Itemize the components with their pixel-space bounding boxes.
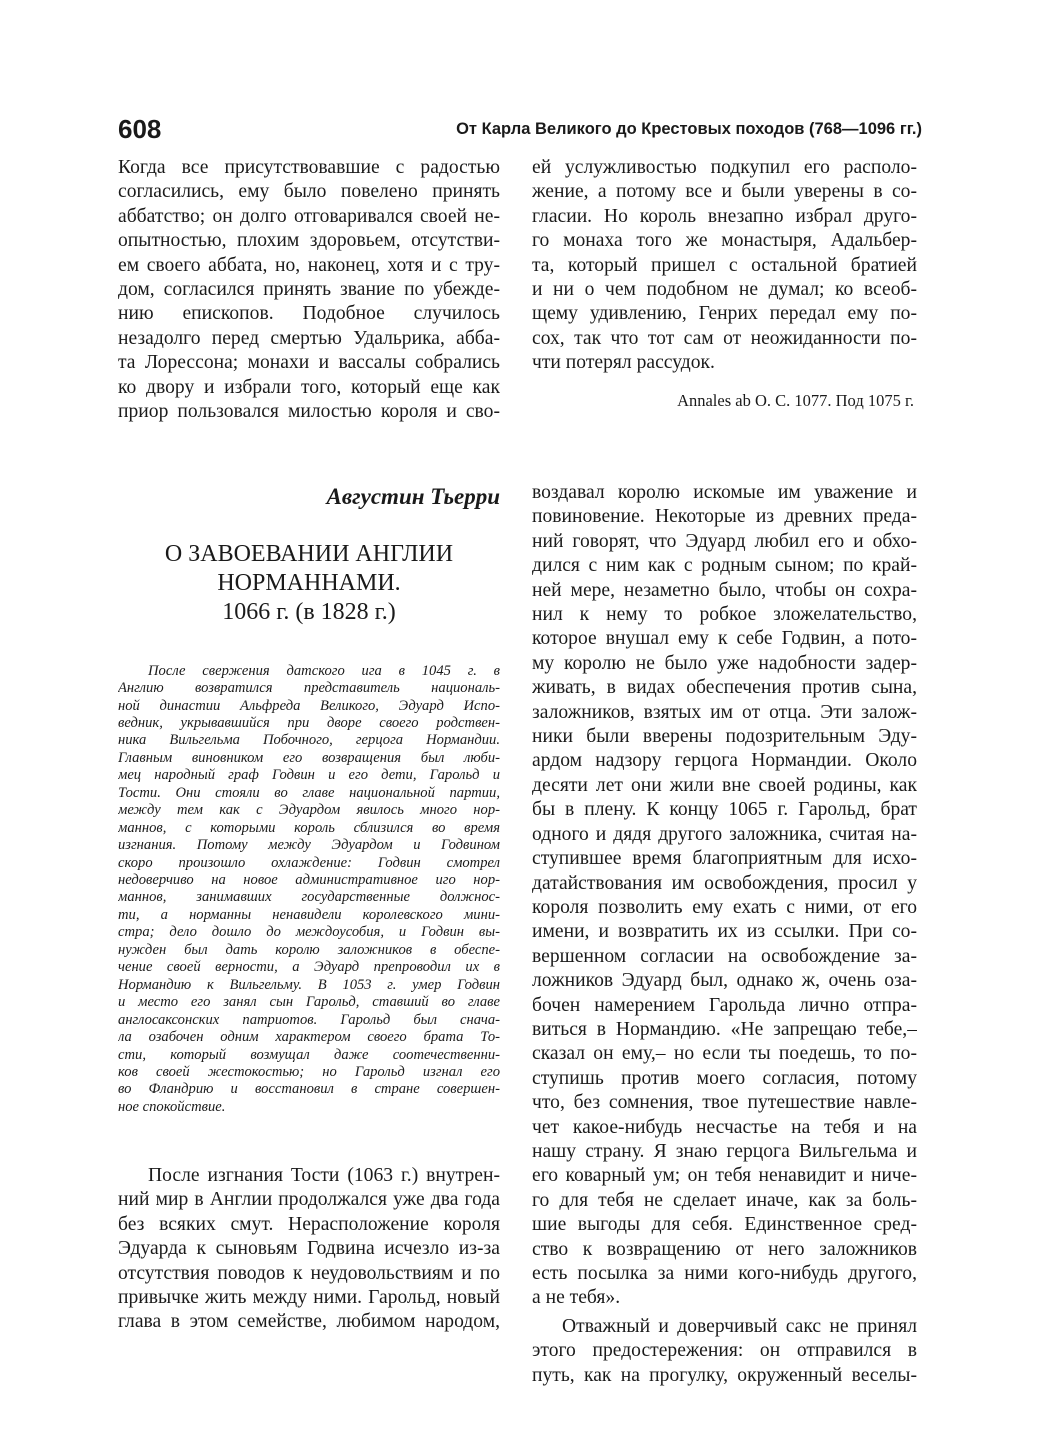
text-line: чет какое-нибудь несчастье на тебя и на — [532, 1116, 917, 1138]
text-line: ардом надзору герцога Нормандии. Около — [532, 750, 917, 772]
text-line: сох, так что тот сам от неожиданности по- — [532, 327, 917, 349]
text-line: нию епископов. Подобное случилось — [118, 303, 500, 325]
text-line: отсутствия поводов к неудовольствиям и по — [118, 1262, 500, 1284]
body-paragraph — [532, 1315, 917, 1388]
text-line: Нормандию к Вильгельму. В 1053 г. умер Годвин — [118, 976, 500, 993]
text-line: а не тебя». — [532, 1287, 621, 1309]
text-line: Главным виновником его возвращения был люби- — [118, 749, 500, 766]
text-line: одного и дядя другого заложника, считая на- — [532, 823, 917, 845]
text-line: го монаха того же монастыря, Адальбер- — [532, 230, 917, 252]
text-line: жение, а потому все и были уверены в со- — [532, 181, 917, 203]
text-line: шие выгоды для себя. Единственное сред- — [532, 1214, 917, 1236]
text-line: между тем как с Эдуардом явилось много нор- — [118, 802, 500, 819]
text-line: Англию возвратился представитель националь- — [118, 680, 500, 697]
text-line: ной династии Альфреда Великого, Эдуард Испо- — [118, 697, 500, 714]
text-line: повиновение. Некоторые из древних преда- — [532, 506, 917, 528]
text-line: и место его занял сын Гарольд, ставший во главе — [118, 994, 500, 1011]
text-line: После изгнания Тости (1063 г.) внутрен- — [148, 1165, 500, 1186]
text-line: ний мир в Англии продолжался уже два года — [118, 1189, 500, 1211]
text-line: ника Вильгельма Побочного, герцога Нормандии. — [118, 732, 500, 749]
text-line: вершенном согласии на освобождение за- — [532, 945, 917, 967]
text-line: англосаксонских патриотов. Гарольд был снача- — [118, 1011, 500, 1028]
text-line: и ни о чем подобном не думал; ко всеоб- — [532, 279, 917, 301]
text-line: стра; дело дошло до междоусобия, и Годвин вы- — [118, 924, 500, 941]
text-line: ем своего аббата, но, наконец, хотя и с тру- — [118, 254, 500, 276]
text-line: глава в этом семействе, любимом народом, — [118, 1311, 500, 1333]
text-line: путь, как на прогулку, окруженный веселы- — [532, 1364, 917, 1386]
text-line: заложников, взятых им от отца. Эти залож- — [532, 701, 917, 723]
text-line: скоро произошло охлаждение: Годвин смотрел — [118, 854, 500, 871]
text-line: та, который пришел с остальной братией — [532, 254, 917, 276]
abstract-paragraph — [118, 663, 500, 1117]
text-line: короля позволить ему ехать с ними, от его — [532, 896, 917, 918]
text-line: есть посылка за ними кого-нибудь другого, — [532, 1263, 917, 1284]
text-line: Когда все присутствовавшие с радостью — [118, 157, 500, 178]
body-paragraph — [118, 1164, 500, 1335]
text-line: ступившее время благоприятным для исхо- — [532, 848, 917, 870]
text-line: аббатство; он долго отговаривался своей не- — [118, 205, 500, 227]
paragraph-continued — [118, 156, 500, 424]
text-line: десяти лет они жили вне своей родины, как — [532, 774, 917, 796]
text-line: ний говорят, что Эдуард любил его и обхо- — [532, 530, 917, 552]
text-line: опытностью, плохим здоровьем, отсутстви- — [118, 230, 500, 252]
text-line: После свержения датского ига в 1045 г. в — [148, 662, 500, 679]
text-line: чти потерял рассудок. — [532, 352, 715, 374]
paragraph-continued-end — [532, 156, 917, 376]
text-line: имени, и возвратить их из ссылки. При со- — [532, 921, 917, 943]
text-line: му королю не было уже надобности задер- — [532, 652, 917, 674]
text-line: ное спокойствие. — [118, 1098, 226, 1115]
article-title — [118, 540, 500, 627]
text-line: незадолго перед смертью Удальрика, абба- — [118, 327, 500, 349]
text-line: согласились, ему было повелено принять — [118, 181, 500, 203]
article-abstract — [118, 648, 500, 1131]
text-line: щему удивлению, Генрих передал ему по- — [532, 303, 917, 325]
text-line: чение своей верности, а Эдуард препроводил их в — [118, 959, 500, 976]
text-line: нашу страну. Я знаю герцога Вильгельма и — [532, 1140, 917, 1162]
text-line: мец народный граф Годвин и его дети, Гарольд и — [118, 767, 500, 784]
right-main-column — [532, 481, 917, 1388]
text-line: Эдуарда к сыновьям Годвина исчезло из-за — [118, 1238, 500, 1260]
body-paragraph-continued — [532, 481, 917, 1311]
text-line: дом, согласился принять звание по убежде- — [118, 279, 500, 301]
text-line: ступишь против моего согласия, потому — [532, 1067, 917, 1089]
text-line: ей услужливостью подкупил его располо- — [532, 157, 917, 178]
article-author: Августин Тьерри — [326, 484, 500, 509]
top-left-column — [118, 156, 500, 424]
text-line: которое внушал ему к себе Годвин, а пото- — [532, 628, 917, 650]
text-line: маннов, с которыми король сблизился во время — [118, 819, 500, 836]
text-line: ти, а норманны ненавидели королевского мини- — [118, 906, 500, 923]
source-citation: Annales ab O. C. 1077. Под 1075 г. — [677, 391, 914, 410]
title-line: 1066 г. (в 1828 г.) — [222, 599, 396, 625]
text-line: бочен намерением Гарольда лично отпра- — [532, 994, 917, 1016]
text-line: ложников Эдуард был, однако ж, очень оза- — [532, 970, 917, 992]
text-line: живать, в видах обеспечения против сына, — [532, 677, 917, 699]
text-line: ко двору и избрали того, который еще как — [118, 376, 500, 398]
top-right-column — [532, 156, 917, 376]
text-line: ники были вверены подозрительным Эду- — [532, 726, 917, 748]
text-line: недоверчиво на новое административное иго нор- — [118, 872, 500, 889]
text-line: гласии. Но король внезапно избрал друго- — [532, 205, 917, 227]
running-head: От Карла Великого до Крестовых походов (768—1096 гг.) — [456, 120, 922, 138]
text-line: во Фландрию и восстановил в стране совершен- — [118, 1081, 500, 1098]
text-line: дился с ним как с родным сыном; по край- — [532, 555, 917, 577]
title-line: НОРМАННАМИ. — [217, 570, 401, 596]
text-line: ла озабочен одним характером своего брата То- — [118, 1029, 500, 1046]
text-line: сказал он ему,– но если ты поедешь, то по- — [532, 1043, 917, 1065]
text-line: воздавал королю искомые им уважение и — [532, 482, 917, 503]
text-line: сти, который возмущал даже соотечественни- — [118, 1046, 500, 1063]
text-line: изгнания. Потому между Эдуардом и Годвином — [118, 837, 500, 854]
text-line: ведник, укрывавшийся при дворе своего родствен- — [118, 714, 500, 731]
text-line: привычке жить между ними. Гарольд, новый — [118, 1287, 500, 1309]
text-line: Отважный и доверчивый сакс не принял — [562, 1315, 917, 1337]
text-line: ство к возвращению от него заложников — [532, 1238, 917, 1260]
text-line: нужден был дать королю заложников в обеспе- — [118, 941, 500, 958]
title-line: О ЗАВОЕВАНИИ АНГЛИИ — [164, 541, 454, 567]
text-line: виться в Нормандию. «Не запрещаю тебе,– — [532, 1018, 917, 1040]
text-line: ков своей жестокостью; но Гарольд изгнал его — [118, 1064, 500, 1081]
text-line: ней мере, незаметно было, чтобы он сохра- — [532, 579, 917, 601]
text-line: та Лорессона; монахи и вассалы собрались — [118, 352, 500, 374]
text-line: маннов, занимавших государственные должнос- — [118, 889, 500, 906]
text-line: бы в плену. К концу 1065 г. Гарольд, брат — [532, 799, 917, 821]
text-line: нил к нему то робкое зложелательство, — [532, 604, 917, 626]
text-line: что, без сомнения, твое путешествие навле- — [532, 1092, 917, 1114]
text-line: Тости. Они стояли во главе национальной партии, — [118, 784, 500, 801]
bottom-left-column — [118, 1164, 500, 1335]
text-line: без всяких смут. Нерасположение короля — [118, 1213, 500, 1235]
text-line: го для тебя не сделает иначе, как за боль- — [532, 1189, 917, 1211]
page-number: 608 — [118, 114, 162, 144]
text-line: его коварный ум; он тебя ненавидит и ниче- — [532, 1165, 917, 1187]
text-line: этого предостережения: он отправился в — [532, 1340, 917, 1362]
page-header — [118, 112, 922, 148]
text-line: приор пользовался милостью короля и сво- — [118, 401, 500, 423]
text-line: датайствования им освобождения, просил у — [532, 872, 917, 894]
